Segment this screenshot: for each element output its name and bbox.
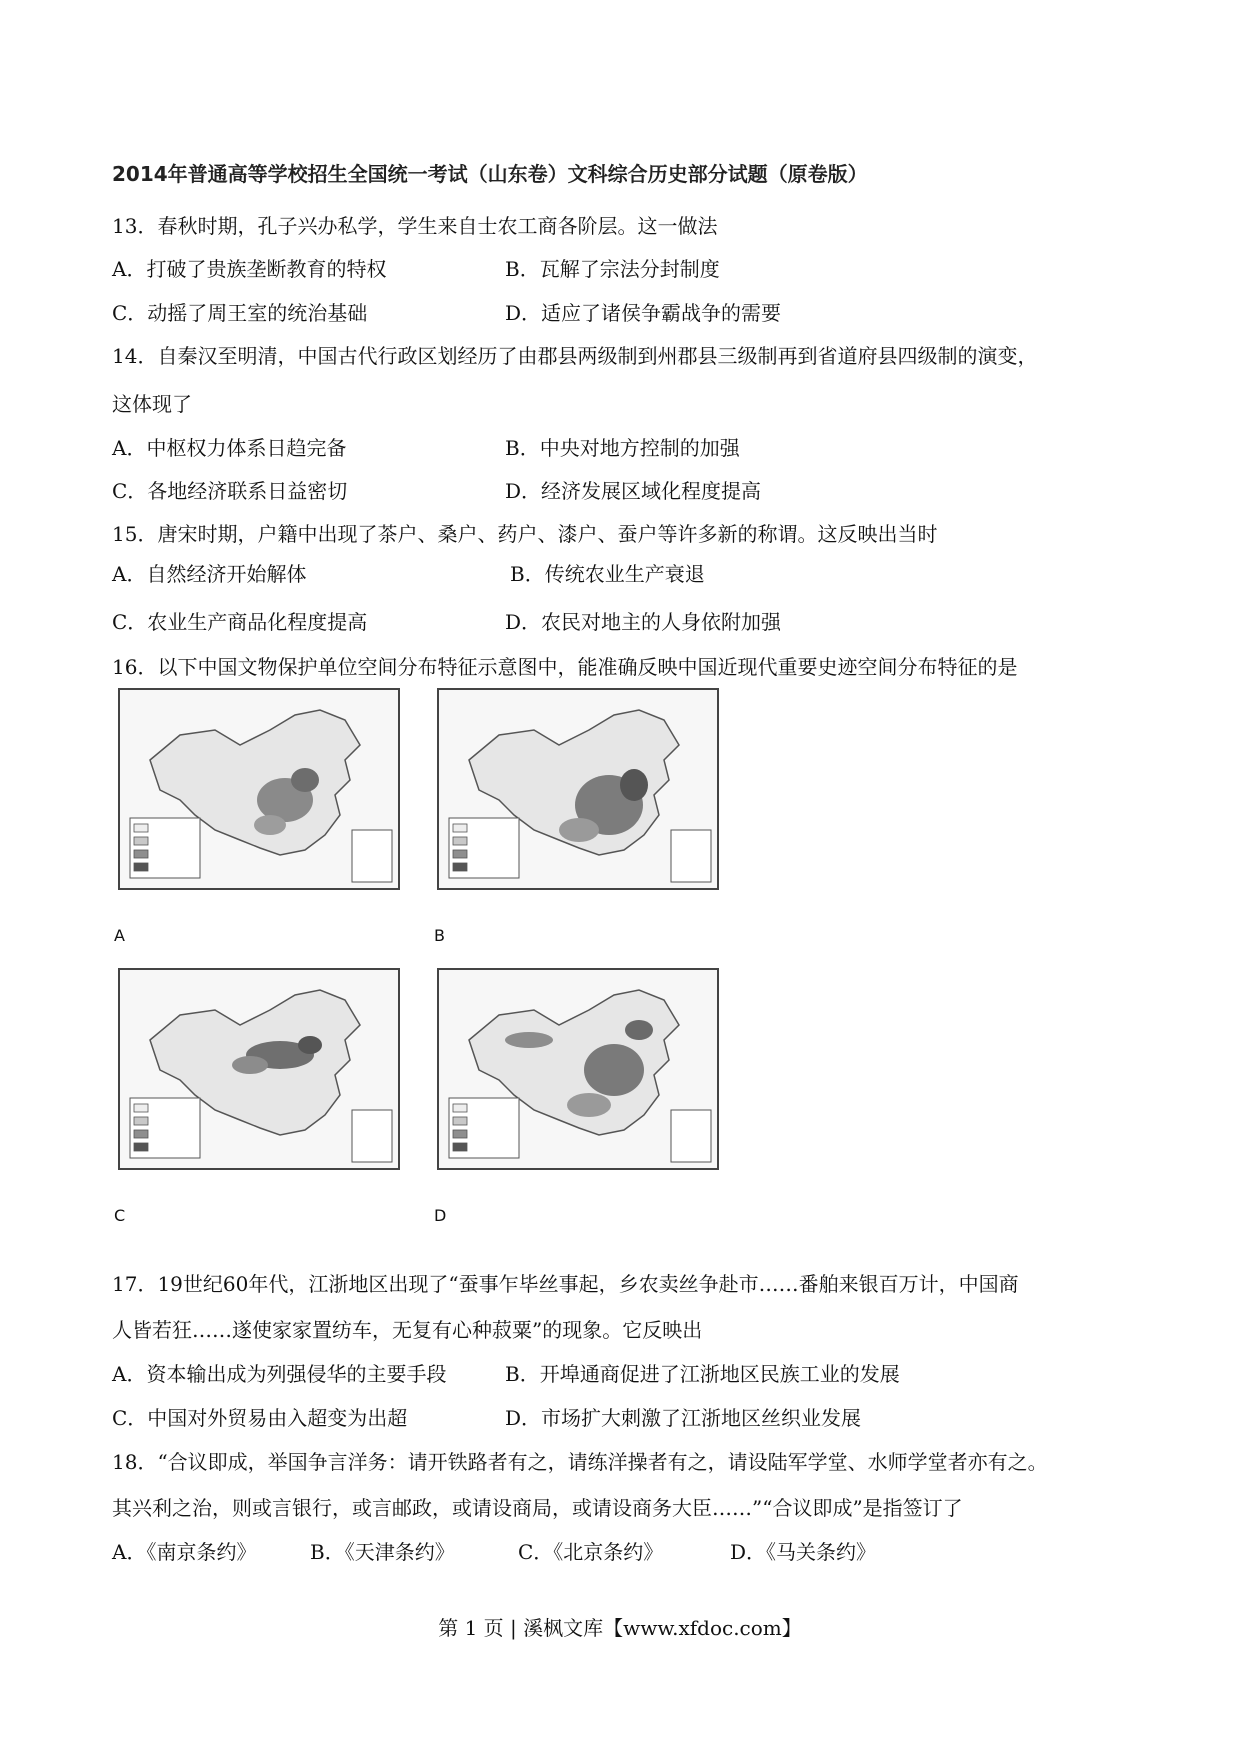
q18-option-d: D．《马关条约》 [730,1540,877,1564]
q17-option-d: D．市场扩大刺激了江浙地区丝织业发展 [505,1406,862,1430]
map-c [118,968,400,1170]
page-title: 2014年普通高等学校招生全国统一考试（山东卷）文科综合历史部分试题（原卷版） [112,162,868,186]
q15-option-b: B．传统农业生产衰退 [510,562,705,586]
map-d-label: D [434,1206,447,1225]
china-map-d-graphic [439,970,717,1168]
q16-map-grid [112,688,732,1248]
china-map-a-graphic [120,690,398,888]
china-map-b-graphic [439,690,717,888]
q18-option-b: B．《天津条约》 [310,1540,455,1564]
map-a-label: A [114,926,125,945]
q14-option-a: A．中枢权力体系日趋完备 [112,436,347,460]
map-b [437,688,719,890]
map-a [118,688,400,890]
q13-option-b: B．瓦解了宗法分封制度 [505,257,720,281]
q15-option-c: C．农业生产商品化程度提高 [112,610,368,634]
q13-option-d: D．适应了诸侯争霸战争的需要 [505,301,782,325]
q15-stem: 15．唐宋时期，户籍中出现了茶户、桑户、药户、漆户、蚕户等许多新的称谓。这反映出当时 [112,522,938,546]
map-b-label: B [434,926,445,945]
q14-option-d: D．经济发展区域化程度提高 [505,479,762,503]
q18-option-c: C．《北京条约》 [518,1540,664,1564]
q13-option-c: C．动摇了周王室的统治基础 [112,301,368,325]
q14-stem-line2: 这体现了 [112,392,192,416]
q17-option-b: B．开埠通商促进了江浙地区民族工业的发展 [505,1362,900,1386]
map-c-label: C [114,1206,126,1225]
q17-option-a: A．资本输出成为列强侵华的主要手段 [112,1362,447,1386]
q13-option-a: A．打破了贵族垄断教育的特权 [112,257,387,281]
q17-stem-line1: 17．19世纪60年代，江浙地区出现了“蚕事乍毕丝事起，乡农卖丝争赴市……番舶来银百万计，中国商 [112,1272,1019,1296]
q14-option-c: C．各地经济联系日益密切 [112,479,348,503]
china-map-c-graphic [120,970,398,1168]
page-footer: 第 1 页 | 溪枫文库【www.xfdoc.com】 [438,1616,802,1640]
q14-stem-line1: 14．自秦汉至明清，中国古代行政区划经历了由郡县两级制到州郡县三级制再到省道府县四级制的演变， [112,344,1038,368]
q17-option-c: C．中国对外贸易由入超变为出超 [112,1406,408,1430]
q18-stem-line2: 其兴利之治，则或言银行，或言邮政，或请设商局，或请设商务大臣……”“合议即成”是指签订了 [112,1496,963,1520]
q18-option-a: A．《南京条约》 [112,1540,257,1564]
q14-option-b: B．中央对地方控制的加强 [505,436,740,460]
q17-stem-line2: 人皆若狂……遂使家家置纺车，无复有心种菽粟”的现象。它反映出 [112,1318,703,1342]
q15-option-d: D．农民对地主的人身依附加强 [505,610,782,634]
q13-stem: 13．春秋时期，孔子兴办私学，学生来自士农工商各阶层。这一做法 [112,214,718,238]
q18-stem-line1: 18．“合议即成，举国争言洋务：请开铁路者有之，请练洋操者有之，请设陆军学堂、水师学堂者亦有之。 [112,1450,1048,1474]
q16-stem: 16．以下中国文物保护单位空间分布特征示意图中，能准确反映中国近现代重要史迹空间分布特征的是 [112,655,1018,679]
map-d [437,968,719,1170]
q15-option-a: A．自然经济开始解体 [112,562,307,586]
